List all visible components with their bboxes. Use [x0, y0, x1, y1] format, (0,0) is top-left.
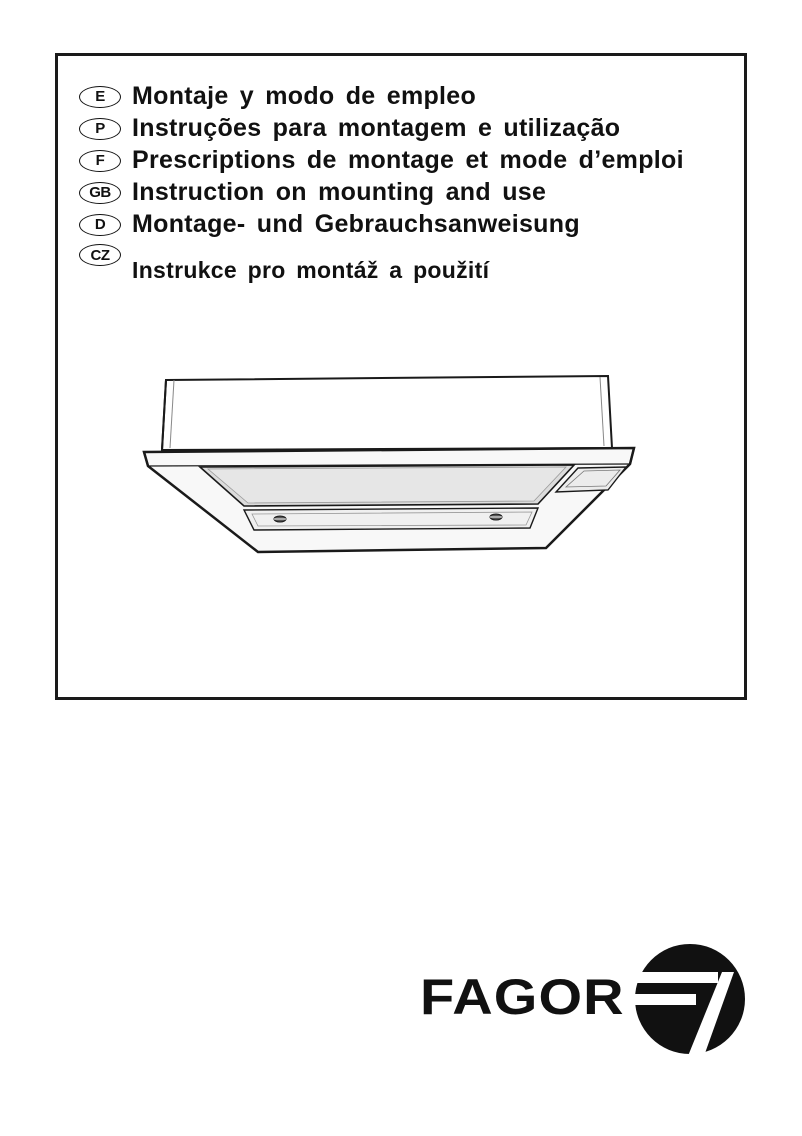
language-row-cz [79, 244, 489, 284]
language-row-f [79, 146, 684, 175]
title-german: Montage- und Gebrauchsanweisung [132, 210, 580, 238]
language-row-e [79, 82, 476, 111]
fagor-f-logo-icon [630, 942, 750, 1057]
lamp-right [490, 514, 502, 520]
brand-name: FAGOR [420, 969, 625, 1025]
language-code-badge: P [79, 118, 121, 140]
language-row-d [79, 210, 580, 239]
language-code-badge: E [79, 86, 121, 108]
language-row-gb [79, 178, 546, 207]
language-code-badge: F [79, 150, 121, 172]
title-french: Prescriptions de montage et mode d’emploi [132, 146, 684, 174]
built-in-cooker-hood-illustration [138, 368, 648, 568]
title-portuguese: Instruções para montagem e utilização [132, 114, 621, 142]
title-czech: Instrukce pro montáž a použití [132, 257, 490, 283]
title-spanish: Montaje y modo de empleo [132, 82, 477, 110]
language-row-p [79, 114, 620, 143]
language-code-badge: CZ [79, 244, 121, 266]
language-code-badge: GB [79, 182, 121, 204]
lamp-left [274, 516, 286, 522]
title-english: Instruction on mounting and use [132, 178, 547, 206]
fagor-logo [420, 942, 750, 1057]
language-code-badge: D [79, 214, 121, 236]
